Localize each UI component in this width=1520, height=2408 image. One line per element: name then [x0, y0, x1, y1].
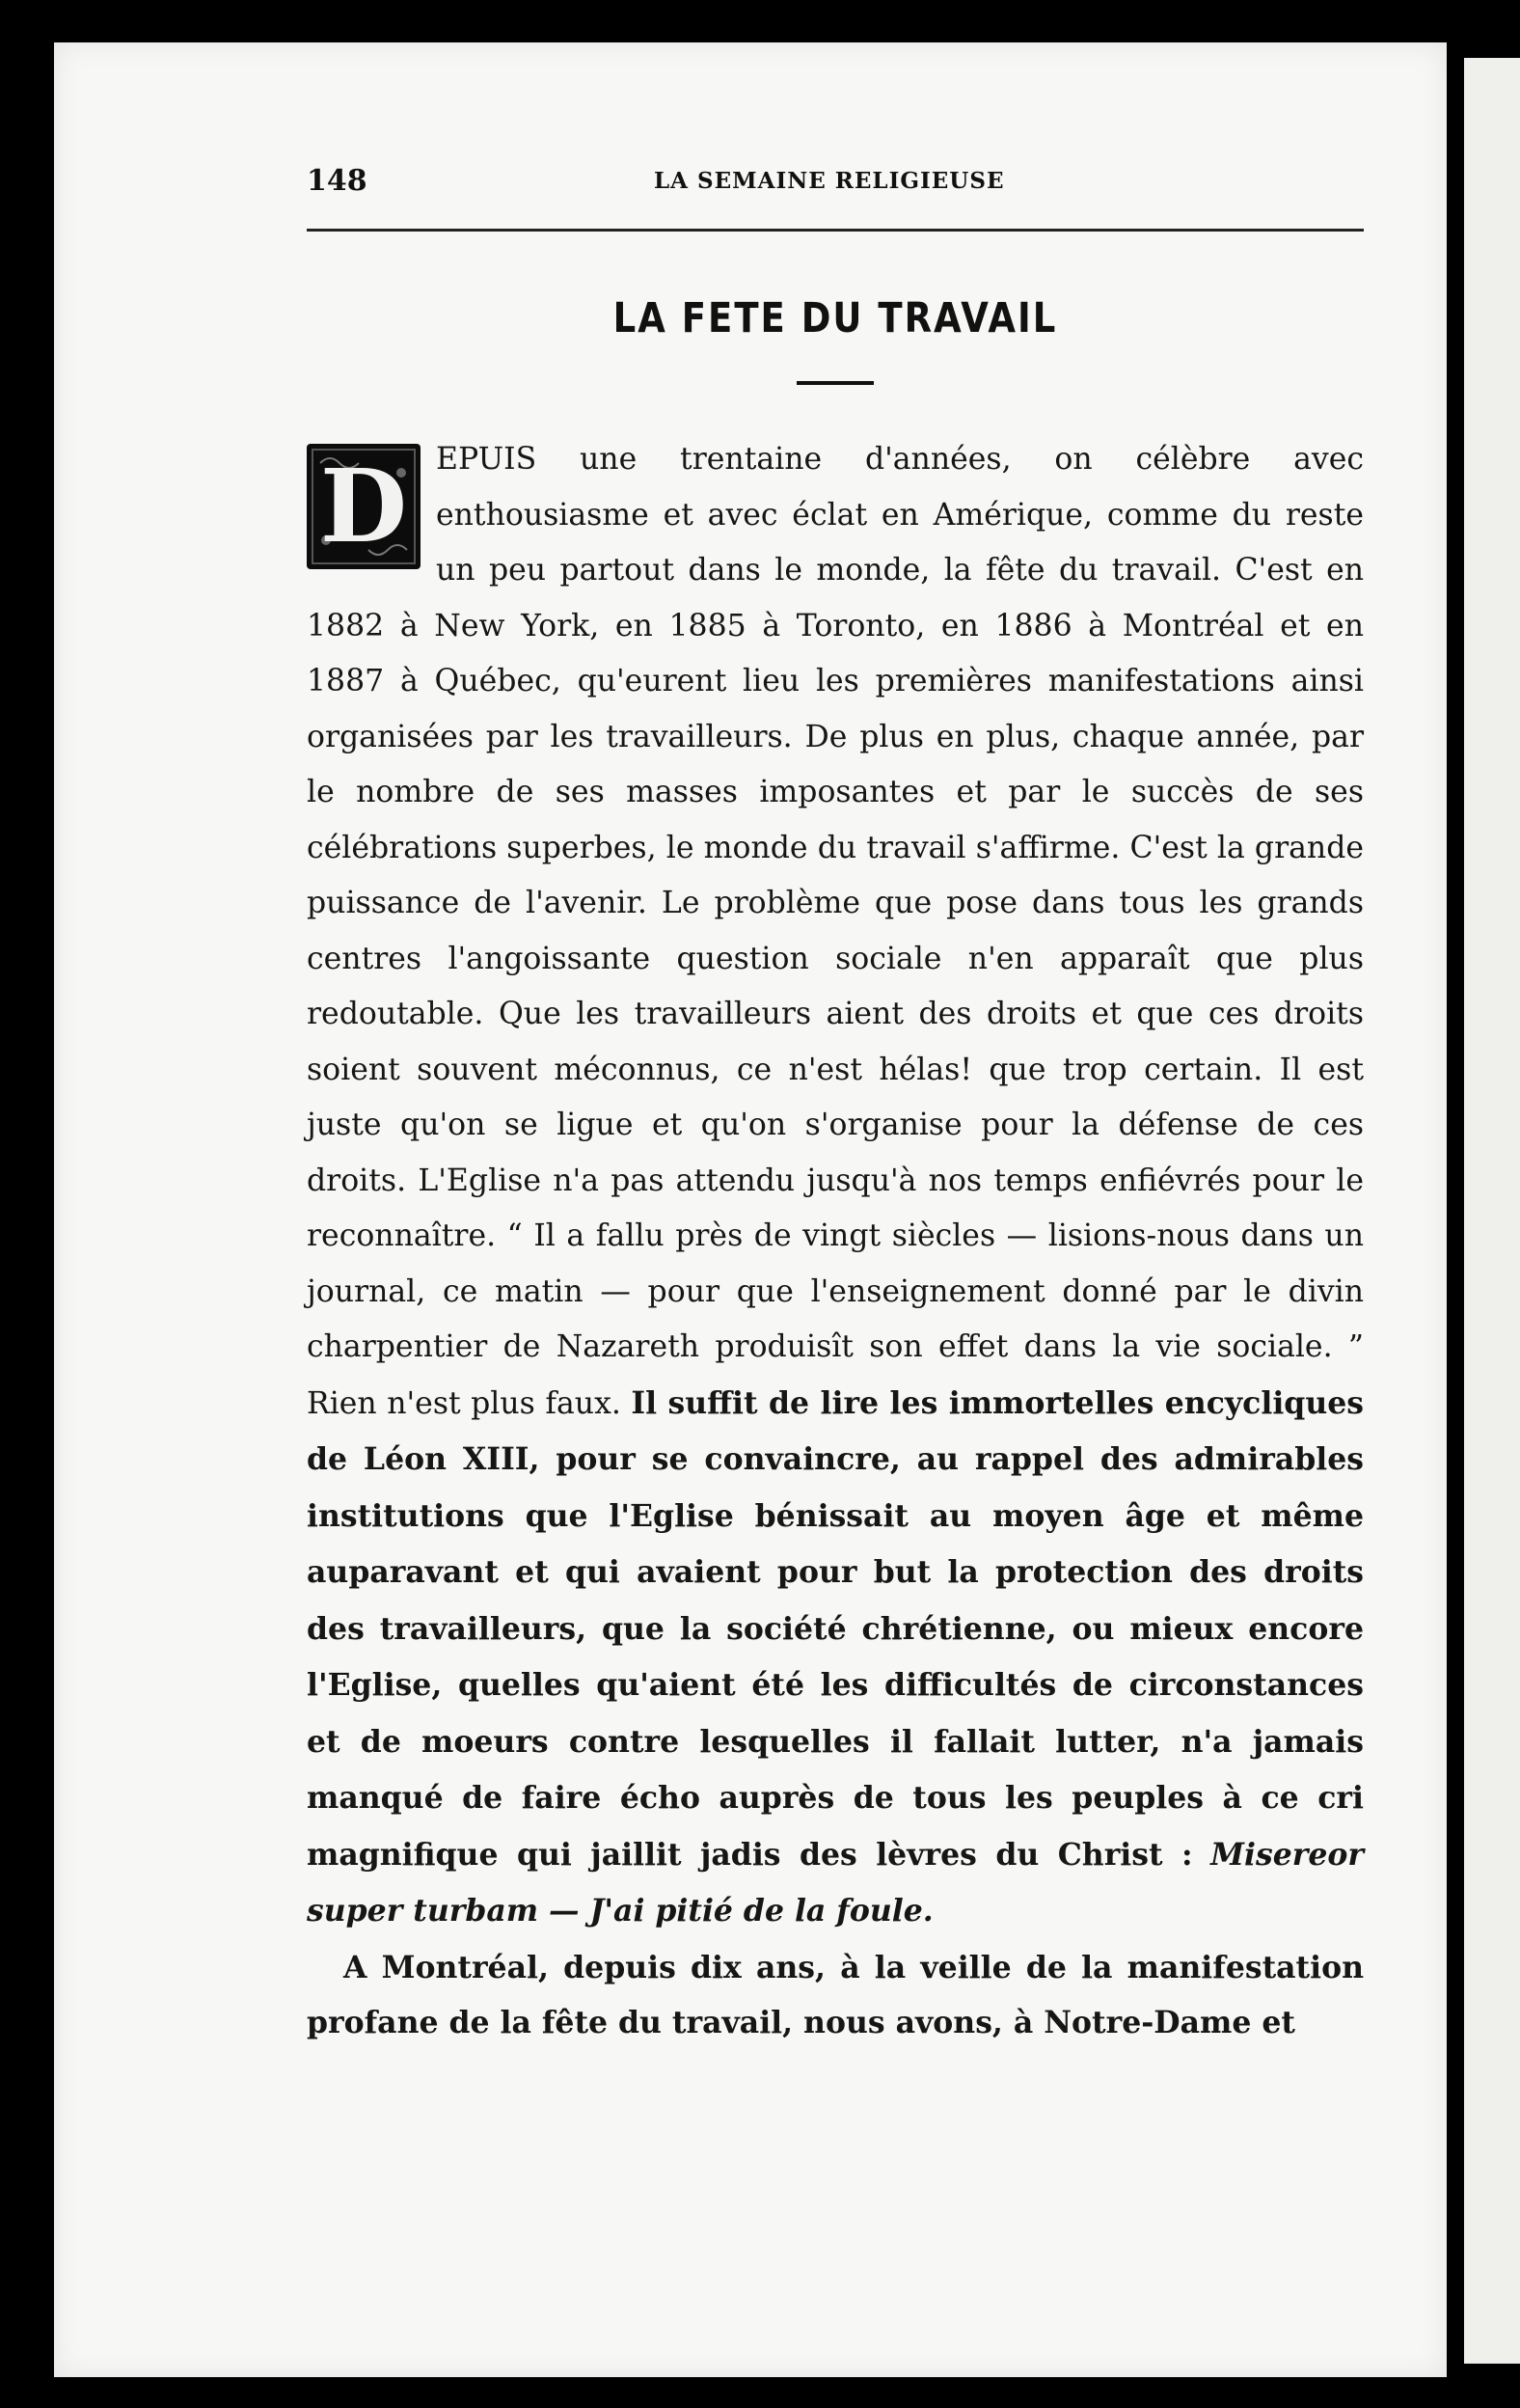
page-number: 148 — [307, 164, 367, 198]
paragraph-1-text: EPUIS une trentaine d'années, on célèbre avec enthousiasme et avec éclat en Amérique, comme du reste un peu partout dans le monde, la fête du travail. C'est en 1882 à New York, en 1885 à Toronto, en 1886 à Montréal et en 1887 à Québec, qu'eurent lieu les premières manifestations ainsi organisées par les travailleurs. De plus en plus, chaque année, par le nombre de ses masses imposantes et par le succès de ses célébrations superbes, le monde du travail s'affirme. C'est la grande puissance de l'avenir. Le problème que pose dans tous les grands centres l'angoissante question sociale n'en apparaît que plus redoutable. Que les travailleurs aient des droits et que ces droits soient souvent méconnus, ce n'est hélas! que trop certain. Il est juste qu'on se ligue et qu'on s'organise pour la défense de ces droits. L'Eglise n'a pas attendu jusqu'à nos temps enfiévrés pour le reconnaître. “ Il a fallu près de vingt siècles — lisions-nous dans un journal, ce matin — pour que l'enseignement donné par le divin charpentier de Nazareth produisît son effet dans la vie sociale. ” Rien n'est plus faux. — [307, 442, 1364, 1421]
article-body — [307, 432, 1364, 2051]
header-rule — [307, 229, 1364, 232]
page-header — [307, 164, 1364, 206]
dropcap-letter: D — [319, 447, 408, 565]
running-title: LA SEMAINE RELIGIEUSE — [654, 168, 1005, 194]
latin-quote: Misereor super turbam — J'ai pitié de la foule. — [307, 1836, 1364, 1929]
article-title: LA FETE DU TRAVAIL — [612, 294, 1058, 342]
paragraph-1 — [307, 432, 1364, 1940]
paragraph-1-bold-text: Il suffit de lire les immortelles encycliques de Léon XIII, pour se convaincre, au rappel des admirables institutions que l'Eglise bénissait au moyen âge et même auparavant et qui avaient pour but la protection des droits des travailleurs, que la société chrétienne, ou mieux encore l'Eglise, quelles qu'aient été les difficultés de circonstances et de moeurs contre lesquelles il fallait lutter, n'a jamais manqué de faire écho auprès de tous les peuples à ce cri magnifique qui jaillit jadis des lèvres du Christ : — [307, 1384, 1364, 1873]
ornamental-dropcap — [307, 444, 421, 569]
title-rule — [797, 381, 874, 385]
facing-page-edge — [1464, 58, 1520, 2364]
paragraph-2: A Montréal, depuis dix ans, à la veille de la manifestation profane de la fête du travail, nous avons, à Notre-Dame et — [307, 1949, 1364, 2040]
